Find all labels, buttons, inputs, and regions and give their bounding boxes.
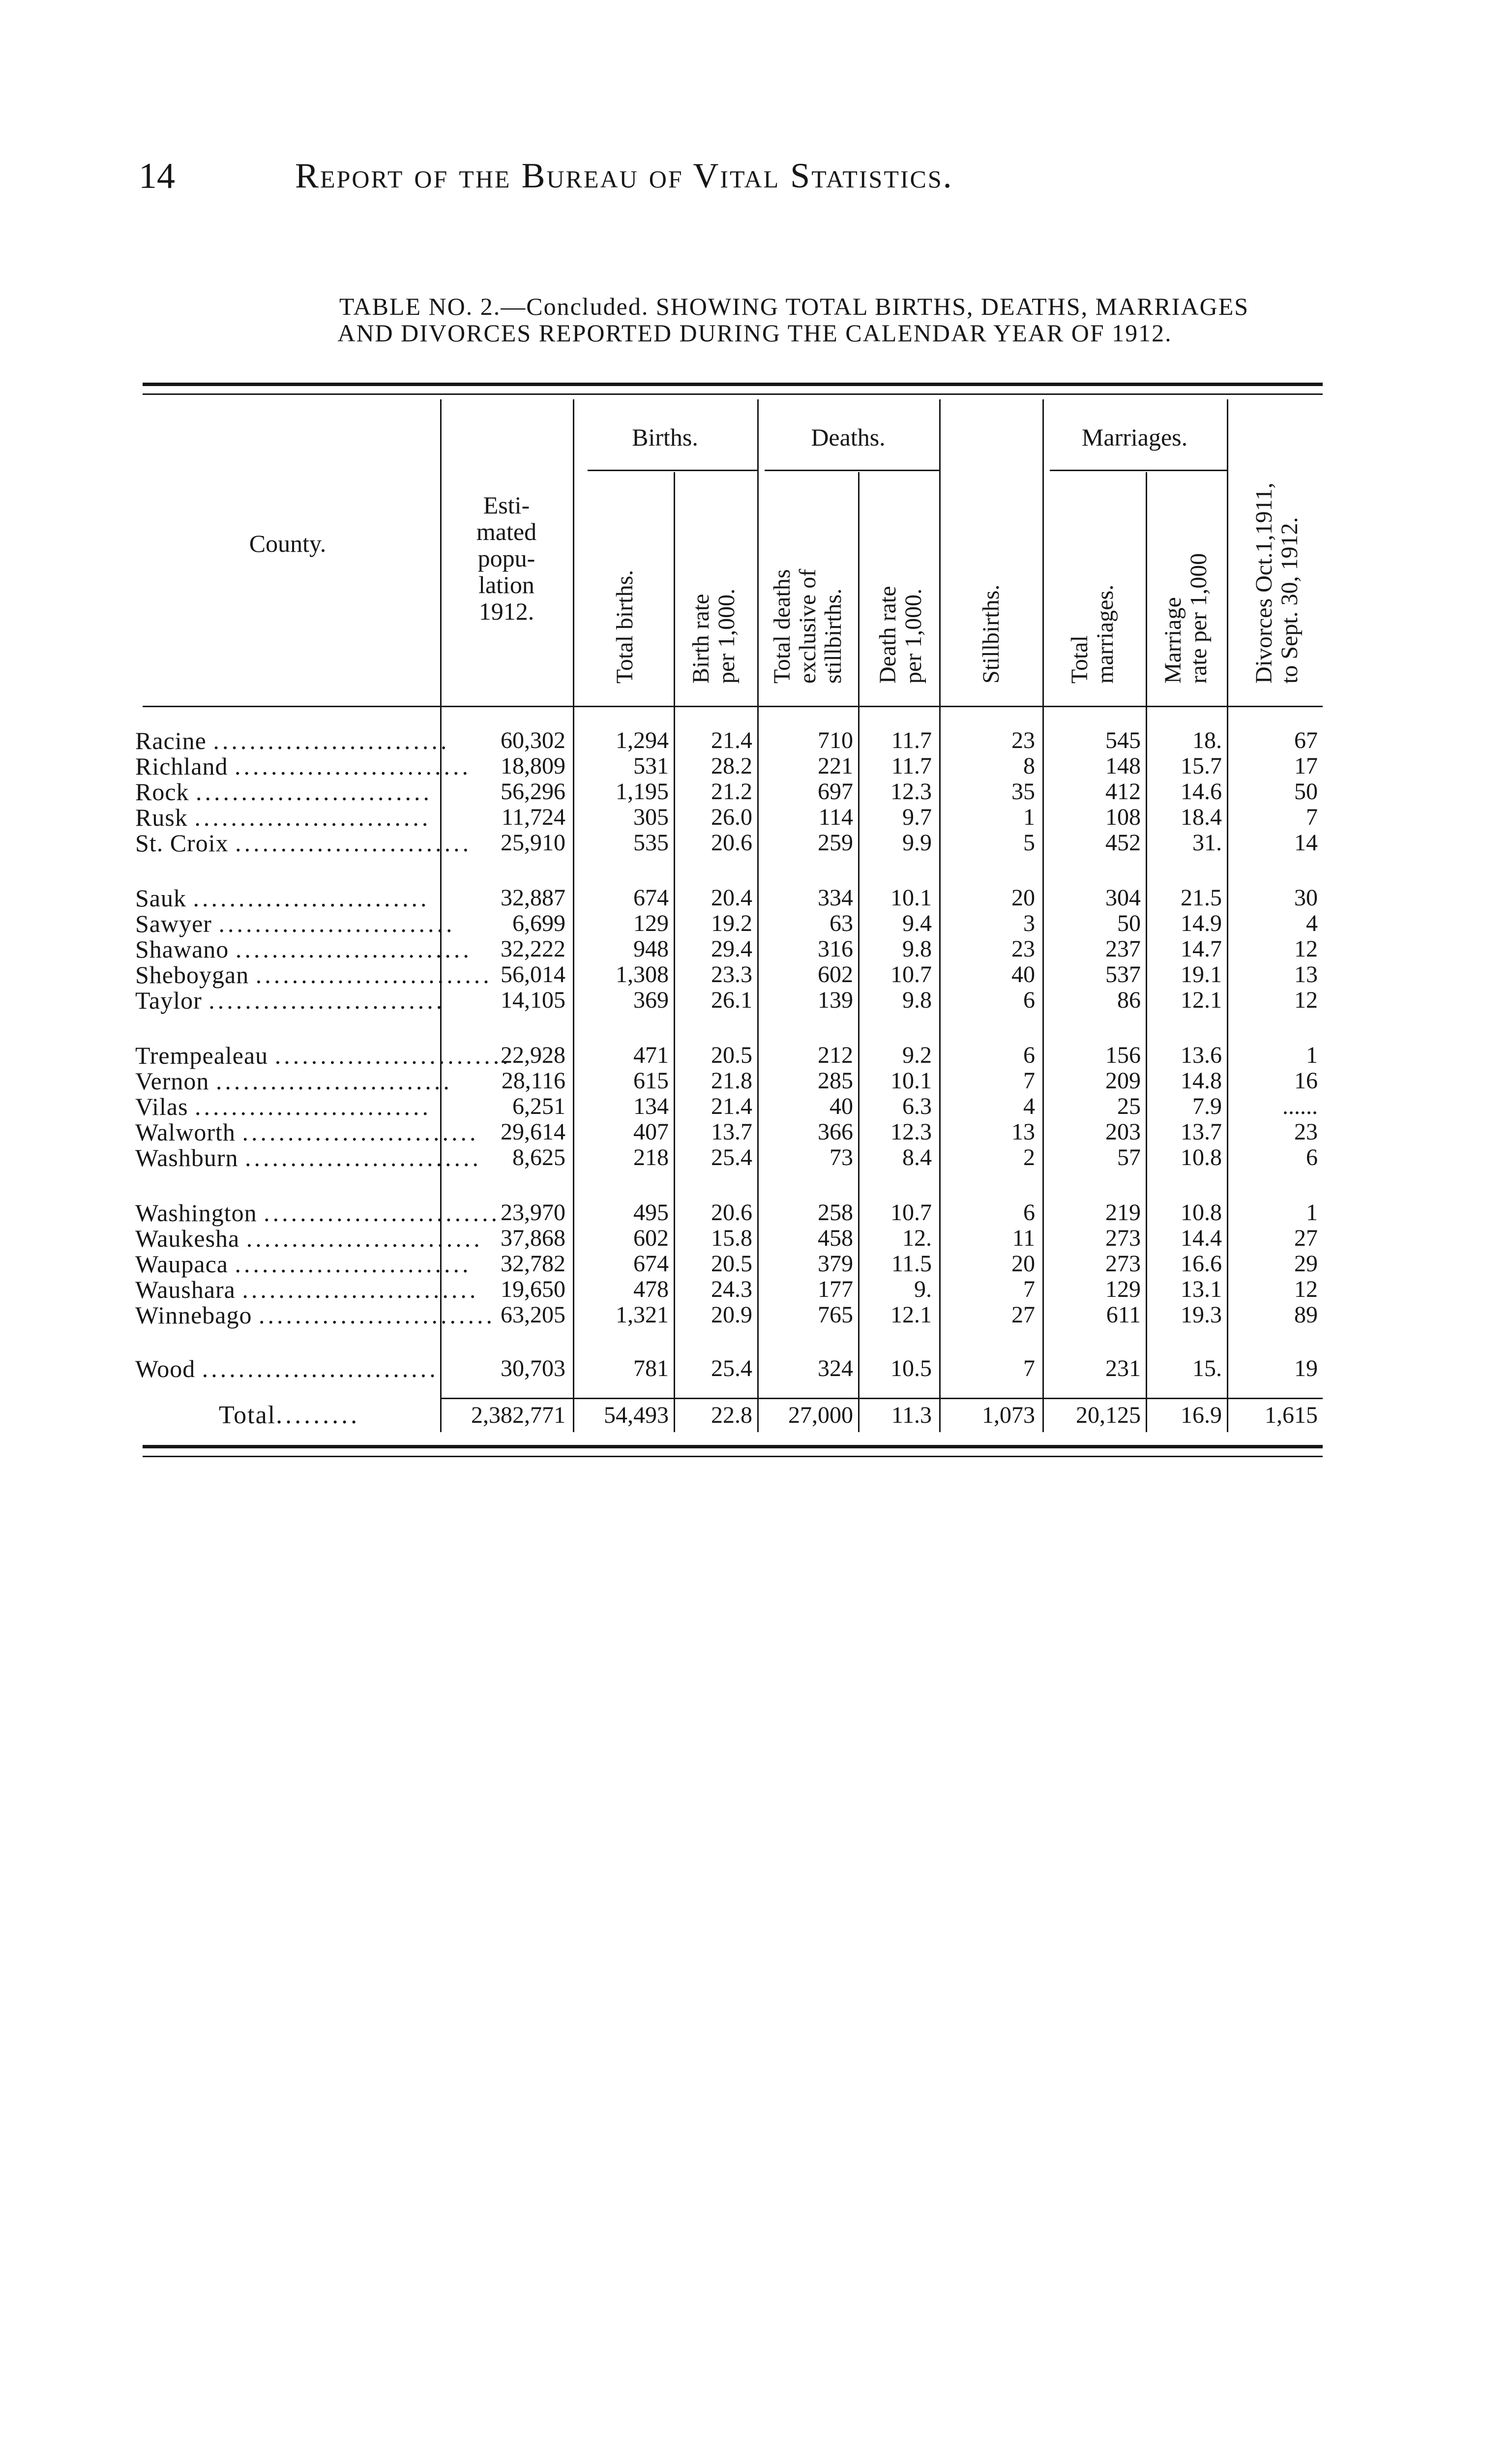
total-top-rule: [440, 1398, 1323, 1399]
cell-divorces: 1: [1306, 1042, 1318, 1068]
cell-marriage-rate: 19.1: [1181, 961, 1222, 988]
table-row: [0, 1067, 1436, 1095]
cell-marriages: 237: [1105, 936, 1141, 962]
cell-deaths: 316: [818, 936, 853, 962]
cell-divorces: 67: [1294, 727, 1318, 753]
cell-marriages: 25: [1117, 1093, 1141, 1119]
cell-death-rate: 6.3: [902, 1093, 932, 1119]
cell-births: 674: [633, 885, 669, 911]
cell-birth-rate: 29.4: [711, 936, 752, 962]
total-population: 2,382,771: [471, 1402, 565, 1428]
cell-births: 478: [633, 1276, 669, 1302]
county-name: Sawyer ..........................: [135, 910, 455, 937]
cell-births: 471: [633, 1042, 669, 1068]
cell-marriage-rate: 12.1: [1181, 987, 1222, 1013]
cell-deaths: 139: [818, 987, 853, 1013]
cell-marriage-rate: 31.: [1192, 830, 1222, 856]
total-row: [0, 1402, 1436, 1429]
cell-marriages: 148: [1105, 753, 1141, 779]
cell-stillbirths: 2: [1023, 1144, 1035, 1170]
cell-death-rate: 9.4: [902, 910, 932, 936]
table-row: [0, 1276, 1436, 1303]
cell-birth-rate: 21.4: [711, 727, 752, 753]
cell-marriages: 129: [1105, 1276, 1141, 1302]
cell-stillbirths: 7: [1023, 1355, 1035, 1381]
cell-marriages: 203: [1105, 1119, 1141, 1145]
cell-divorces: 1: [1306, 1200, 1318, 1226]
death-rate-header: Death rate per 1,000.: [875, 586, 926, 684]
cell-births: 674: [633, 1251, 669, 1277]
county-name: St. Croix ..........................: [135, 829, 472, 857]
cell-deaths: 114: [818, 804, 853, 830]
cell-deaths: 458: [818, 1225, 853, 1251]
divorces-header: Divorces Oct.1,1911, to Sept. 30, 1912.: [1251, 482, 1303, 684]
table-row: [0, 935, 1436, 963]
cell-marriage-rate: 18.: [1192, 727, 1222, 753]
cell-deaths: 710: [818, 727, 853, 753]
cell-population: 8,625: [512, 1144, 565, 1170]
cell-death-rate: 9.9: [902, 830, 932, 856]
cell-death-rate: 10.5: [890, 1355, 932, 1381]
cell-marriage-rate: 14.8: [1181, 1068, 1222, 1094]
cell-divorces: 16: [1294, 1068, 1318, 1094]
cell-population: 28,116: [501, 1068, 565, 1094]
cell-marriages: 219: [1105, 1200, 1141, 1226]
county-name: Walworth ..........................: [135, 1118, 479, 1146]
cell-birth-rate: 24.3: [711, 1276, 752, 1302]
header-bottom-rule: [143, 706, 1323, 707]
top-rule: [143, 383, 1323, 386]
cell-marriages: 452: [1105, 830, 1141, 856]
cell-birth-rate: 21.8: [711, 1068, 752, 1094]
table-caption-line-2: AND DIVORCES REPORTED DURING THE CALENDAR YEAR OF 1912.: [337, 319, 1172, 347]
cell-births: 218: [633, 1144, 669, 1170]
cell-marriages: 611: [1106, 1302, 1141, 1328]
table-row: [0, 987, 1436, 1014]
cell-birth-rate: 20.6: [711, 830, 752, 856]
cell-stillbirths: 23: [1011, 727, 1035, 753]
cell-births: 1,195: [616, 779, 669, 805]
cell-deaths: 285: [818, 1068, 853, 1094]
table-row: [0, 1355, 1436, 1382]
cell-population: 32,782: [501, 1251, 565, 1277]
cell-marriage-rate: 13.1: [1181, 1276, 1222, 1302]
cell-births: 134: [633, 1093, 669, 1119]
cell-births: 129: [633, 910, 669, 936]
cell-divorces: 14: [1294, 830, 1318, 856]
cell-stillbirths: 7: [1023, 1276, 1035, 1302]
cell-stillbirths: 27: [1011, 1302, 1035, 1328]
county-name: Waupaca ..........................: [135, 1250, 472, 1278]
cell-death-rate: 10.7: [890, 1200, 932, 1226]
cell-population: 30,703: [501, 1355, 565, 1381]
cell-deaths: 221: [818, 753, 853, 779]
cell-death-rate: 10.7: [890, 961, 932, 988]
marriage-rate-header: Marriage rate per 1,000: [1160, 553, 1212, 684]
cell-death-rate: 10.1: [890, 885, 932, 911]
total-label: Total.........: [219, 1401, 360, 1429]
cell-births: 495: [633, 1200, 669, 1226]
cell-deaths: 177: [818, 1276, 853, 1302]
cell-marriages: 50: [1117, 910, 1141, 936]
cell-death-rate: 9.7: [902, 804, 932, 830]
cell-stillbirths: 7: [1023, 1068, 1035, 1094]
cell-divorces: 12: [1294, 1276, 1318, 1302]
cell-death-rate: 11.7: [891, 753, 932, 779]
cell-births: 305: [633, 804, 669, 830]
cell-stillbirths: 3: [1023, 910, 1035, 936]
table-row: [0, 1042, 1436, 1069]
cell-stillbirths: 5: [1023, 830, 1035, 856]
cell-marriage-rate: 14.7: [1181, 936, 1222, 962]
cell-stillbirths: 8: [1023, 753, 1035, 779]
cell-deaths: 602: [818, 961, 853, 988]
cell-marriages: 57: [1117, 1144, 1141, 1170]
cell-marriages: 537: [1105, 961, 1141, 988]
table-row: [0, 961, 1436, 989]
cell-stillbirths: 4: [1023, 1093, 1035, 1119]
cell-marriages: 86: [1117, 987, 1141, 1013]
cell-stillbirths: 6: [1023, 1200, 1035, 1226]
cell-marriage-rate: 16.6: [1181, 1251, 1222, 1277]
county-name: Trempealeau ..........................: [135, 1042, 511, 1069]
marriages-group-rule: [1050, 470, 1227, 471]
cell-divorces: 23: [1294, 1119, 1318, 1145]
cell-death-rate: 12.1: [890, 1302, 932, 1328]
cell-divorces: 29: [1294, 1251, 1318, 1277]
cell-death-rate: 12.: [902, 1225, 932, 1251]
table-row: [0, 884, 1436, 912]
cell-stillbirths: 23: [1011, 936, 1035, 962]
cell-marriages: 108: [1105, 804, 1141, 830]
cell-deaths: 73: [830, 1144, 853, 1170]
county-name: Rusk ..........................: [135, 804, 431, 831]
cell-marriages: 304: [1105, 885, 1141, 911]
cell-death-rate: 10.1: [890, 1068, 932, 1094]
cell-deaths: 324: [818, 1355, 853, 1381]
stillbirths-header: Stillbirths.: [978, 584, 1004, 684]
deaths-group-rule: [765, 470, 939, 471]
cell-births: 615: [633, 1068, 669, 1094]
cell-birth-rate: 21.2: [711, 779, 752, 805]
running-title: Report of the Bureau of Vital Statistics.: [295, 156, 953, 195]
cell-birth-rate: 13.7: [711, 1119, 752, 1145]
births-group-header: Births.: [632, 423, 698, 451]
cell-death-rate: 9.8: [902, 936, 932, 962]
cell-deaths: 697: [818, 779, 853, 805]
cell-deaths: 63: [830, 910, 853, 936]
cell-deaths: 366: [818, 1119, 853, 1145]
cell-death-rate: 11.5: [891, 1251, 932, 1277]
county-name: Sauk ..........................: [135, 884, 430, 912]
top-rule-thin: [143, 393, 1323, 395]
bottom-rule-thin: [143, 1456, 1323, 1457]
table-caption-line-1: TABLE NO. 2.—Concluded. SHOWING TOTAL BIRTHS, DEATHS, MARRIAGES: [339, 293, 1249, 320]
cell-births: 602: [633, 1225, 669, 1251]
cell-population: 23,970: [501, 1200, 565, 1226]
population-header: Esti- mated popu- lation 1912.: [476, 491, 537, 625]
cell-marriages: 273: [1105, 1251, 1141, 1277]
total-marriage-rate: 16.9: [1181, 1402, 1222, 1428]
cell-birth-rate: 19.2: [711, 910, 752, 936]
cell-marriage-rate: 14.6: [1181, 779, 1222, 805]
county-name: Sheboygan ..........................: [135, 961, 492, 989]
cell-divorces: 17: [1294, 753, 1318, 779]
county-name: Vilas ..........................: [135, 1093, 432, 1120]
cell-divorces: 12: [1294, 936, 1318, 962]
cell-population: 56,014: [501, 961, 565, 988]
cell-birth-rate: 21.4: [711, 1093, 752, 1119]
cell-birth-rate: 20.5: [711, 1042, 752, 1068]
total-divorces: 1,615: [1265, 1402, 1318, 1428]
cell-stillbirths: 35: [1011, 779, 1035, 805]
table-row: [0, 1250, 1436, 1278]
cell-deaths: 765: [818, 1302, 853, 1328]
cell-marriages: 231: [1105, 1355, 1141, 1381]
total-birth-rate: 22.8: [711, 1402, 752, 1428]
cell-population: 63,205: [501, 1302, 565, 1328]
table-row: [0, 1144, 1436, 1171]
county-name: Washington ..........................: [135, 1199, 501, 1227]
page-number: 14: [139, 156, 175, 196]
total-births: 54,493: [604, 1402, 669, 1428]
cell-birth-rate: 20.6: [711, 1200, 752, 1226]
county-name: Racine ..........................: [135, 727, 450, 754]
table-row: [0, 1301, 1436, 1329]
cell-births: 1,321: [616, 1302, 669, 1328]
cell-births: 407: [633, 1119, 669, 1145]
cell-population: 14,105: [501, 987, 565, 1013]
cell-divorces: 13: [1294, 961, 1318, 988]
cell-marriage-rate: 13.7: [1181, 1119, 1222, 1145]
cell-marriage-rate: 21.5: [1181, 885, 1222, 911]
cell-divorces: 50: [1294, 779, 1318, 805]
total-stillbirths: 1,073: [982, 1402, 1035, 1428]
table-row: [0, 829, 1436, 857]
cell-death-rate: 9.2: [902, 1042, 932, 1068]
cell-population: 11,724: [501, 804, 565, 830]
county-name: Shawano ..........................: [135, 935, 472, 963]
cell-birth-rate: 20.4: [711, 885, 752, 911]
cell-death-rate: 12.3: [890, 779, 932, 805]
cell-births: 781: [633, 1355, 669, 1381]
cell-births: 1,308: [616, 961, 669, 988]
cell-population: 19,650: [501, 1276, 565, 1302]
table-row: [0, 1093, 1436, 1120]
table-row: [0, 778, 1436, 806]
table-row: [0, 1199, 1436, 1227]
cell-population: 56,296: [501, 779, 565, 805]
cell-population: 25,910: [501, 830, 565, 856]
table-row: [0, 1225, 1436, 1252]
table-row: [0, 727, 1436, 754]
cell-stillbirths: 11: [1012, 1225, 1035, 1251]
cell-divorces: ......: [1282, 1093, 1318, 1119]
cell-births: 535: [633, 830, 669, 856]
county-name: Wood ..........................: [135, 1355, 439, 1382]
cell-birth-rate: 25.4: [711, 1144, 752, 1170]
county-name: Waukesha ..........................: [135, 1225, 483, 1252]
cell-population: 32,222: [501, 936, 565, 962]
cell-stillbirths: 6: [1023, 1042, 1035, 1068]
cell-divorces: 30: [1294, 885, 1318, 911]
cell-births: 531: [633, 753, 669, 779]
cell-death-rate: 12.3: [890, 1119, 932, 1145]
cell-divorces: 4: [1306, 910, 1318, 936]
table-row: [0, 804, 1436, 831]
cell-stillbirths: 13: [1011, 1119, 1035, 1145]
county-name: Taylor ..........................: [135, 987, 445, 1014]
county-name: Vernon ..........................: [135, 1067, 452, 1095]
cell-birth-rate: 25.4: [711, 1355, 752, 1381]
total-death-rate: 11.3: [891, 1402, 932, 1428]
cell-death-rate: 8.4: [902, 1144, 932, 1170]
cell-divorces: 7: [1306, 804, 1318, 830]
deaths-group-header: Deaths.: [811, 423, 886, 451]
cell-death-rate: 11.7: [891, 727, 932, 753]
cell-deaths: 40: [830, 1093, 853, 1119]
cell-marriage-rate: 10.8: [1181, 1200, 1222, 1226]
cell-stillbirths: 6: [1023, 987, 1035, 1013]
cell-marriage-rate: 13.6: [1181, 1042, 1222, 1068]
total-deaths-header: Total deaths exclusive of stillbirths.: [769, 569, 846, 684]
cell-population: 6,699: [512, 910, 565, 936]
cell-divorces: 6: [1306, 1144, 1318, 1170]
total-marriages-header: Total marriages.: [1067, 584, 1118, 684]
cell-marriage-rate: 15.7: [1181, 753, 1222, 779]
cell-marriage-rate: 18.4: [1181, 804, 1222, 830]
cell-birth-rate: 15.8: [711, 1225, 752, 1251]
county-name: Rock ..........................: [135, 778, 433, 806]
total-deaths: 27,000: [788, 1402, 853, 1428]
cell-population: 18,809: [501, 753, 565, 779]
birth-rate-header: Birth rate per 1,000.: [688, 588, 740, 684]
cell-marriages: 545: [1105, 727, 1141, 753]
cell-marriage-rate: 15.: [1192, 1355, 1222, 1381]
county-header: County.: [249, 530, 326, 557]
cell-population: 29,614: [501, 1119, 565, 1145]
table-row: [0, 910, 1436, 937]
cell-marriages: 273: [1105, 1225, 1141, 1251]
cell-birth-rate: 23.3: [711, 961, 752, 988]
cell-divorces: 12: [1294, 987, 1318, 1013]
county-name: Washburn ..........................: [135, 1144, 481, 1171]
total-marriages: 20,125: [1076, 1402, 1141, 1428]
marriages-group-header: Marriages.: [1081, 423, 1188, 451]
cell-divorces: 89: [1294, 1302, 1318, 1328]
cell-deaths: 379: [818, 1251, 853, 1277]
cell-population: 22,928: [501, 1042, 565, 1068]
cell-birth-rate: 26.0: [711, 804, 752, 830]
county-name: Waushara ..........................: [135, 1276, 479, 1303]
cell-births: 948: [633, 936, 669, 962]
cell-births: 1,294: [616, 727, 669, 753]
cell-deaths: 259: [818, 830, 853, 856]
cell-deaths: 212: [818, 1042, 853, 1068]
cell-death-rate: 9.8: [902, 987, 932, 1013]
table-row: [0, 1118, 1436, 1146]
cell-birth-rate: 26.1: [711, 987, 752, 1013]
total-births-header: Total births.: [612, 570, 638, 684]
cell-deaths: 334: [818, 885, 853, 911]
bottom-rule: [143, 1445, 1323, 1448]
cell-stillbirths: 20: [1011, 1251, 1035, 1277]
cell-marriage-rate: 7.9: [1192, 1093, 1222, 1119]
births-group-rule: [588, 470, 757, 471]
county-name: Richland ..........................: [135, 752, 472, 780]
cell-population: 60,302: [501, 727, 565, 753]
table-row: [0, 752, 1436, 780]
cell-birth-rate: 20.5: [711, 1251, 752, 1277]
cell-marriage-rate: 14.4: [1181, 1225, 1222, 1251]
cell-marriage-rate: 14.9: [1181, 910, 1222, 936]
cell-divorces: 27: [1294, 1225, 1318, 1251]
cell-death-rate: 9.: [914, 1276, 932, 1302]
cell-marriages: 412: [1105, 779, 1141, 805]
cell-population: 6,251: [512, 1093, 565, 1119]
cell-population: 37,868: [501, 1225, 565, 1251]
cell-population: 32,887: [501, 885, 565, 911]
cell-stillbirths: 40: [1011, 961, 1035, 988]
cell-births: 369: [633, 987, 669, 1013]
cell-deaths: 258: [818, 1200, 853, 1226]
cell-divorces: 19: [1294, 1355, 1318, 1381]
cell-birth-rate: 20.9: [711, 1302, 752, 1328]
cell-marriages: 156: [1105, 1042, 1141, 1068]
cell-stillbirths: 20: [1011, 885, 1035, 911]
cell-marriage-rate: 19.3: [1181, 1302, 1222, 1328]
cell-stillbirths: 1: [1023, 804, 1035, 830]
county-name: Winnebago ..........................: [135, 1301, 495, 1329]
cell-marriages: 209: [1105, 1068, 1141, 1094]
cell-birth-rate: 28.2: [711, 753, 752, 779]
cell-marriage-rate: 10.8: [1181, 1144, 1222, 1170]
